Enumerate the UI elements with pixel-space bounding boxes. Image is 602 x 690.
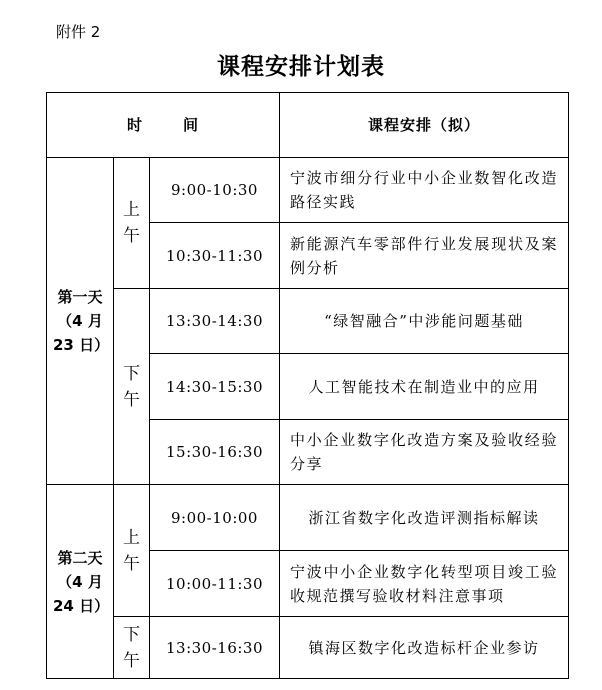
session-topic: 宁波中小企业数字化转型项目竣工验收规范撰写验收材料注意事项: [280, 551, 569, 617]
session-topic: 宁波市细分行业中小企业数智化改造路径实践: [280, 158, 569, 223]
table-row: [47, 289, 569, 354]
session-time: 14:30-15:30: [150, 354, 280, 420]
session-time: 13:30-16:30: [150, 617, 280, 679]
period-pm: 下 午: [114, 289, 150, 485]
table-row: [47, 158, 569, 223]
schedule-table: [46, 92, 569, 679]
session-time: 13:30-14:30: [150, 289, 280, 354]
session-topic: 浙江省数字化改造评测指标解读: [280, 485, 569, 551]
session-time: 10:30-11:30: [150, 223, 280, 289]
period-am: 上 午: [114, 485, 150, 617]
day-2-cell: 第二天 （4 月 24 日）: [47, 485, 114, 679]
period-am: 上 午: [114, 158, 150, 289]
header-schedule: 课程安排（拟）: [280, 93, 569, 158]
page-title: 课程安排计划表: [217, 53, 385, 80]
header-row: [47, 93, 569, 158]
day-1-cell: 第一天 （4 月 23 日）: [47, 158, 114, 485]
attachment-label: 附件 2: [56, 23, 101, 41]
table-row: [47, 617, 569, 679]
table-row: [47, 485, 569, 551]
session-topic: 新能源汽车零部件行业发展现状及案例分析: [280, 223, 569, 289]
session-topic: 中小企业数字化改造方案及验收经验分享: [280, 420, 569, 485]
header-time: 时 间: [47, 93, 280, 158]
session-topic: 人工智能技术在制造业中的应用: [280, 354, 569, 420]
session-topic: 镇海区数字化改造标杆企业参访: [280, 617, 569, 679]
session-time: 10:00-11:30: [150, 551, 280, 617]
session-topic: “绿智融合”中涉能问题基础: [280, 289, 569, 354]
session-time: 9:00-10:30: [150, 158, 280, 223]
session-time: 15:30-16:30: [150, 420, 280, 485]
session-time: 9:00-10:00: [150, 485, 280, 551]
period-pm: 下 午: [114, 617, 150, 679]
